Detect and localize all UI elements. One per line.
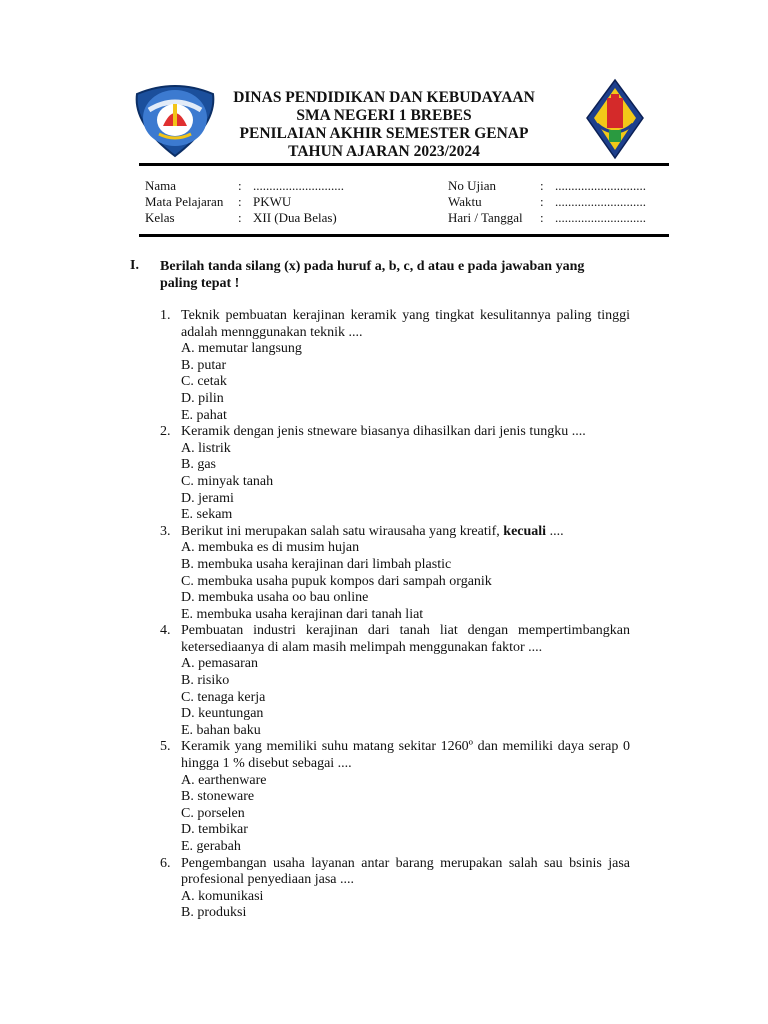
identity-row-mata-pelajaran — [145, 194, 344, 210]
identity-value[interactable]: ............................ — [555, 210, 646, 225]
identity-label: Mata Pelajaran — [145, 194, 224, 209]
answer-option[interactable]: D. membuka usaha oo bau online — [181, 590, 369, 606]
identity-left — [145, 178, 344, 226]
identity-right — [448, 178, 646, 226]
identity-colon: : — [238, 210, 242, 225]
identity-value[interactable]: ............................ — [555, 178, 646, 193]
question-item — [160, 739, 630, 855]
header-line-4: TAHUN AJARAN 2023/2024 — [288, 143, 480, 160]
question-item — [160, 856, 630, 922]
answer-option[interactable]: B. risiko — [181, 673, 230, 689]
answer-option[interactable]: C. cetak — [181, 374, 227, 390]
section-instruction: Berilah tanda silang (x) pada huruf a, b, c, d atau e pada jawaban yang paling tepat ! — [160, 259, 585, 291]
answer-option[interactable]: A. listrik — [181, 440, 231, 456]
question-list — [160, 308, 630, 922]
question-text: Keramik dengan jenis stneware biasanya dihasilkan dari jenis tungku .... — [181, 424, 586, 440]
answer-option[interactable]: B. membuka usaha kerajinan dari limbah plastic — [181, 556, 452, 572]
answer-option[interactable]: D. keuntungan — [181, 706, 264, 722]
question-item — [160, 424, 630, 524]
answer-option[interactable]: C. porselen — [181, 805, 245, 821]
identity-row-nama — [145, 178, 344, 194]
school-logo — [585, 78, 645, 160]
question-number: 4. — [160, 623, 171, 639]
identity-value[interactable]: ............................ — [253, 178, 344, 193]
question-number: 5. — [160, 739, 171, 755]
answer-option[interactable]: C. tenaga kerja — [181, 689, 266, 705]
identity-value: PKWU — [253, 194, 292, 209]
answer-option[interactable]: B. gas — [181, 457, 216, 473]
header-divider-bottom — [139, 234, 669, 237]
identity-row-kelas — [145, 210, 344, 226]
answer-option[interactable]: E. sekam — [181, 507, 233, 523]
answer-option[interactable]: D. pilin — [181, 390, 224, 406]
identity-row-no-ujian — [448, 178, 646, 194]
answer-option[interactable]: A. komunikasi — [181, 888, 264, 904]
identity-colon: : — [238, 178, 242, 193]
answer-option[interactable]: C. minyak tanah — [181, 473, 274, 489]
identity-colon: : — [238, 194, 242, 209]
section-number: I. — [130, 258, 139, 273]
question-number: 2. — [160, 424, 171, 440]
answer-option[interactable]: A. membuka es di musim hujan — [181, 540, 360, 556]
identity-label: Waktu — [448, 194, 482, 209]
header-titles — [200, 89, 568, 161]
answer-option[interactable]: E. bahan baku — [181, 722, 261, 738]
question-text: Berikut ini merupakan salah satu wirausaha yang kreatif, kecuali .... — [181, 523, 564, 539]
identity-label: Kelas — [145, 210, 175, 225]
identity-label: No Ujian — [448, 178, 497, 193]
question-item — [160, 524, 630, 624]
question-item — [160, 623, 630, 739]
question-text: Pengembangan usaha layanan antar barang merupakan salah sau bsinis jasa profesional penyediaan jasa .... — [181, 855, 630, 888]
question-number: 1. — [160, 308, 171, 323]
header-line-2: SMA NEGERI 1 BREBES — [296, 107, 472, 124]
answer-option[interactable]: A. pemasaran — [181, 656, 258, 672]
answer-option[interactable]: A. memutar langsung — [181, 341, 302, 357]
question-text: Teknik pembuatan kerajinan keramik yang tingkat kesulitannya paling tinggi adalah mennggunakan teknik .... — [181, 308, 630, 340]
header-line-3: PENILAIAN AKHIR SEMESTER GENAP — [239, 125, 529, 142]
identity-row-waktu — [448, 194, 646, 210]
answer-option[interactable]: B. stoneware — [181, 789, 255, 805]
answer-option[interactable]: C. membuka usaha pupuk kompos dari sampah organik — [181, 573, 492, 589]
answer-option[interactable]: D. jerami — [181, 490, 234, 506]
identity-value: XII (Dua Belas) — [253, 210, 337, 225]
question-number: 3. — [160, 523, 171, 539]
identity-colon: : — [540, 210, 544, 225]
header-divider-top — [139, 163, 669, 166]
answer-option[interactable]: E. membuka usaha kerajinan dari tanah liat — [181, 606, 424, 622]
answer-option[interactable]: E. pahat — [181, 407, 227, 423]
identity-label: Nama — [145, 178, 177, 193]
question-text: Pembuatan industri kerajinan dari tanah liat dengan mempertimbangkan ketersediaanya di alam masih melimpah menggunakan faktor .... — [181, 623, 630, 655]
answer-option[interactable]: B. putar — [181, 357, 227, 373]
answer-option[interactable]: A. earthenware — [181, 772, 267, 788]
question-text: Keramik yang memiliki suhu matang sekitar 1260º dan memiliki daya serap 0 hingga 1 % disebut sebagai .... — [181, 739, 630, 772]
answer-option[interactable]: D. tembikar — [181, 822, 248, 838]
question-number: 6. — [160, 855, 171, 871]
identity-value[interactable]: ............................ — [555, 194, 646, 209]
identity-row-hari-tanggal — [448, 210, 646, 226]
identity-label: Hari / Tanggal — [448, 210, 523, 225]
identity-colon: : — [540, 178, 544, 193]
answer-option[interactable]: B. produksi — [181, 905, 247, 921]
header-line-1: DINAS PENDIDIKAN DAN KEBUDAYAAN — [233, 89, 535, 106]
question-item — [160, 308, 630, 424]
answer-option[interactable]: E. gerabah — [181, 839, 241, 854]
identity-colon: : — [540, 194, 544, 209]
